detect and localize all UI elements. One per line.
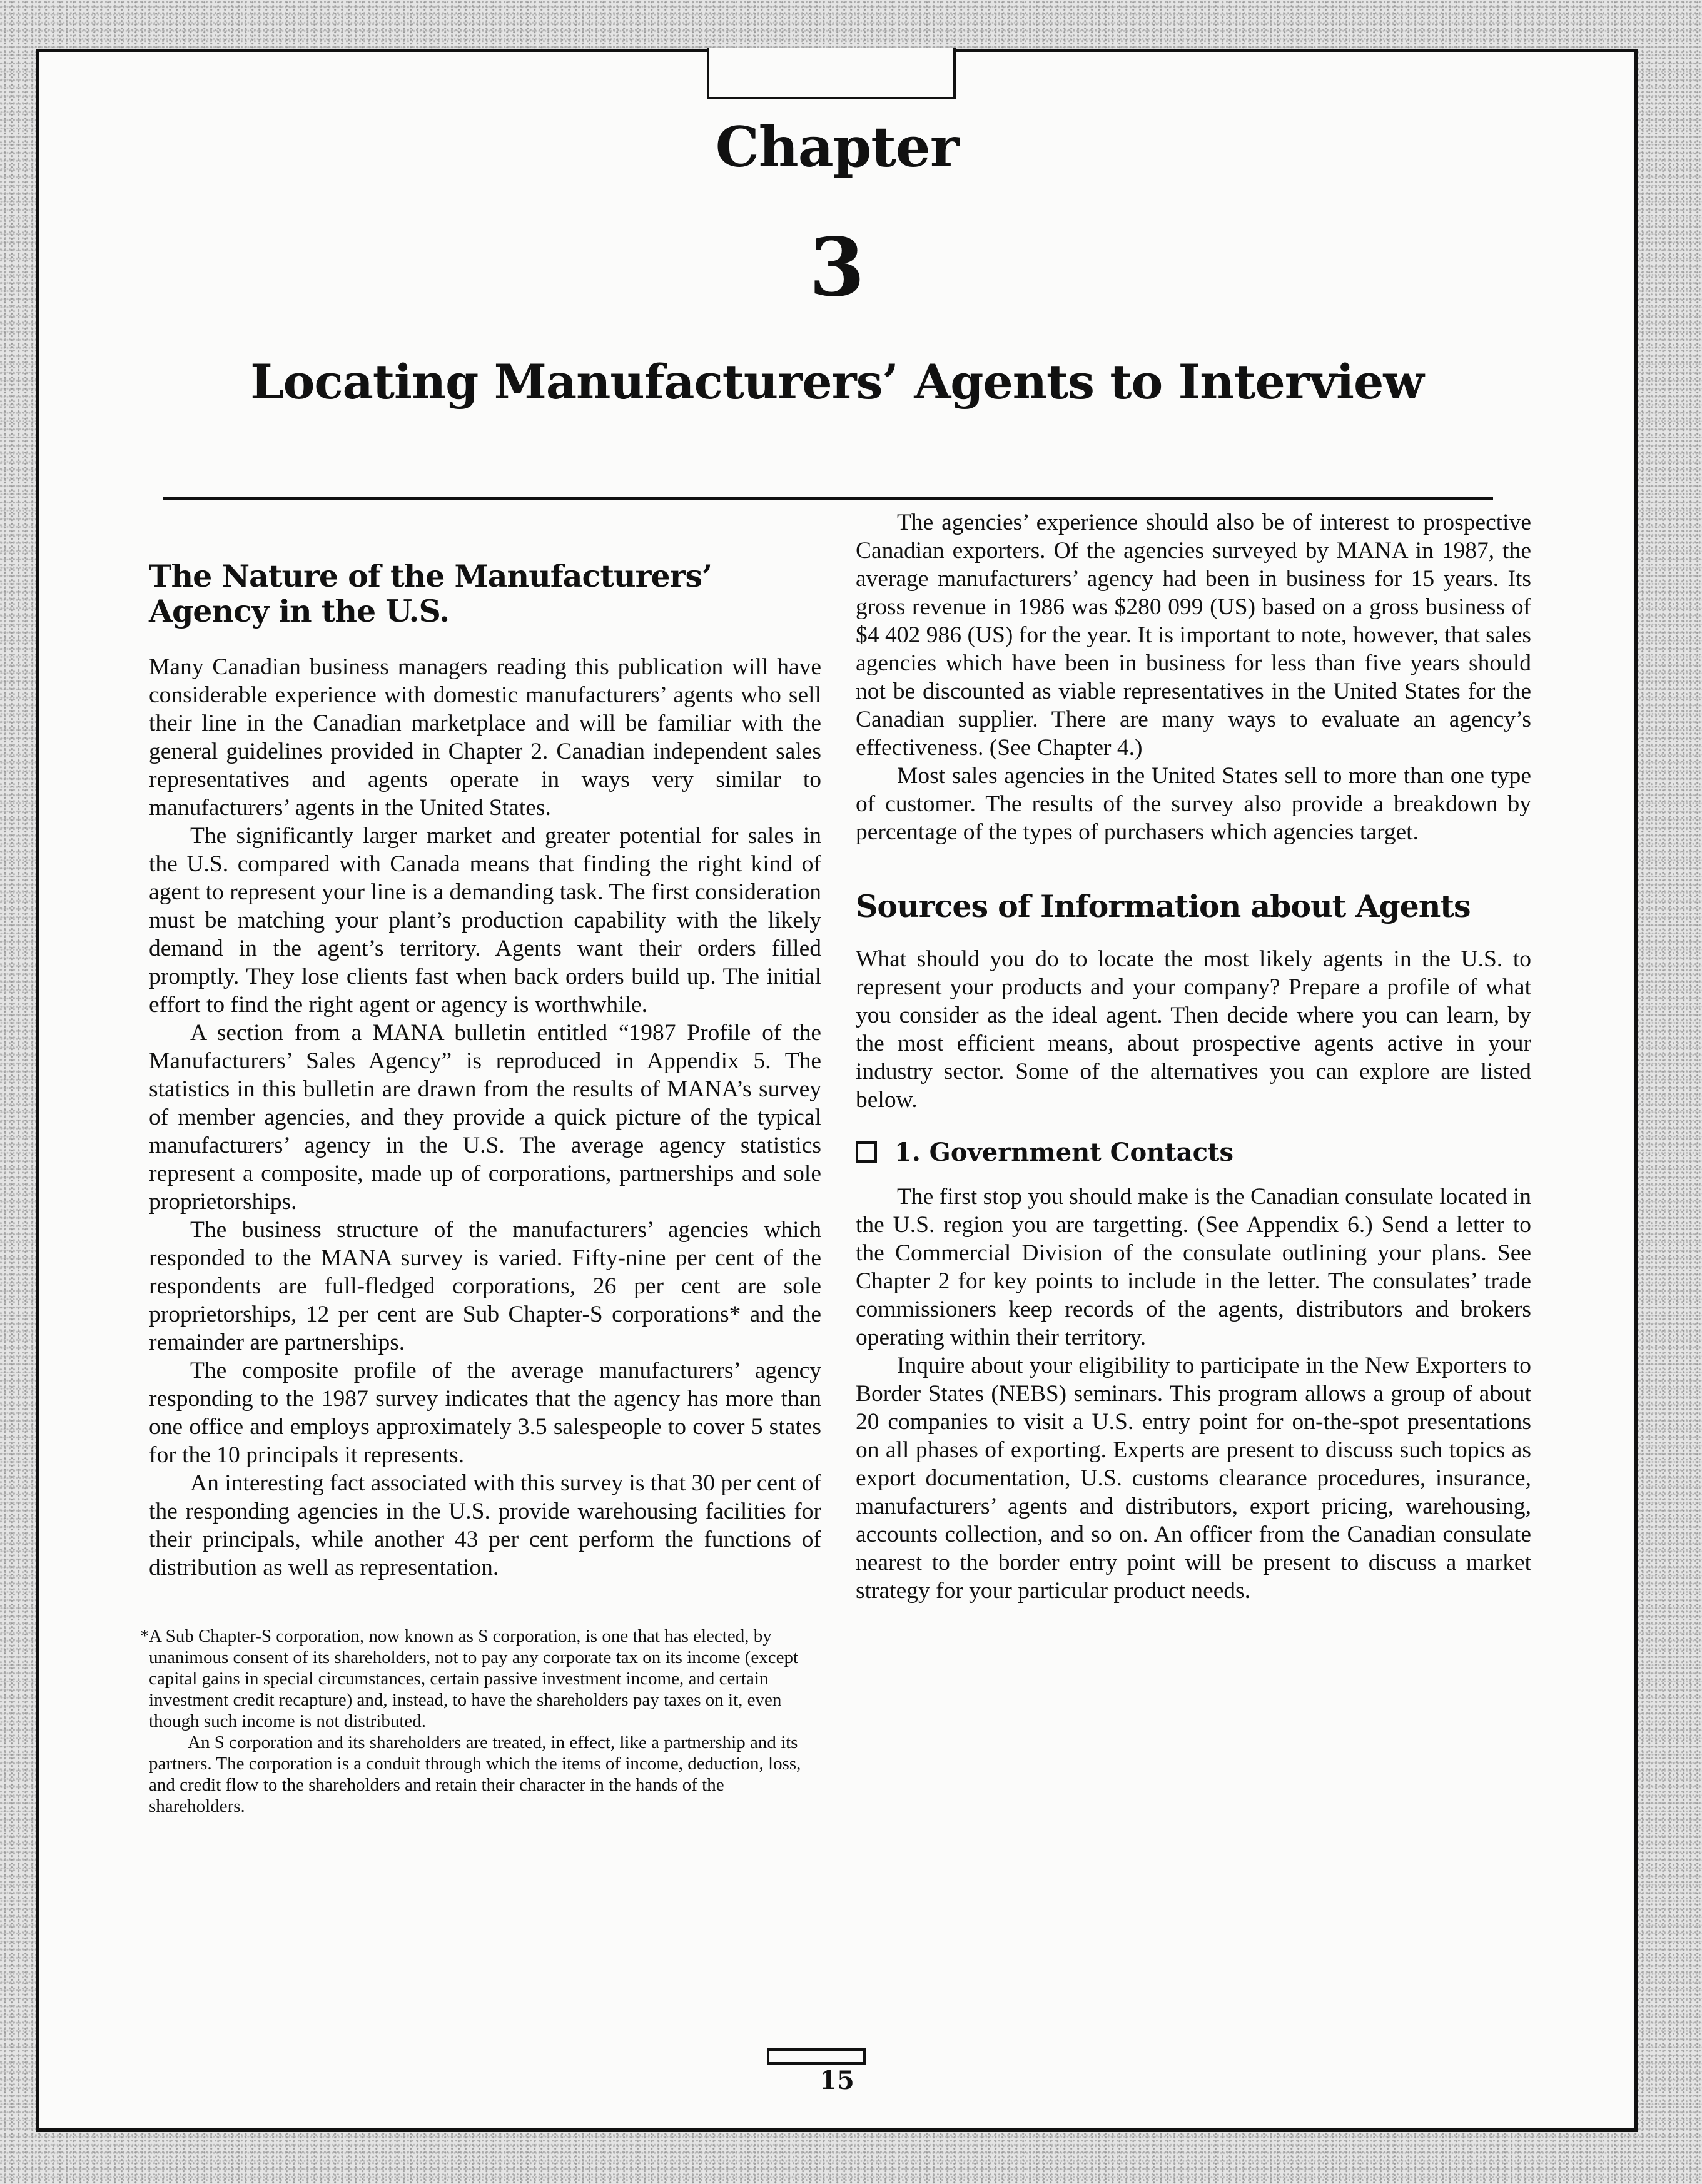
paragraph: The significantly larger market and greater potential for sales in the U.S. compared with Canada means that finding the right kind of agent to represent your line is a demanding task. The first consideration must be matching your plant’s production capability with the likely demand in the agent’s territory. Agents want their orders filled promptly. They lose clients fast when back orders build up. The initial effort to find the right agent or agency is worthwhile. [149,823,821,1018]
paragraph: The first stop you should make is the Canadian consulate located in the U.S. region you are targetting. (See Appendix 6.) Send a letter to the Commercial Division of the consulate outlining your plans. See Chapter 2 for key points to include in the letter. The consulates’ trade commissioners keep records of the agents, distributors and brokers operating within their territory. [856,1184,1531,1350]
paragraph: What should you do to locate the most likely agents in the U.S. to represent your products and your company? Prepare a profile of what you consider as the ideal agent. Then decide where you can learn, by the most efficient means, about prospective agents active in your industry sector. Some of the alternatives you can explore are listed below. [856,946,1531,1113]
chapter-label: Chapter [715,114,959,179]
checkbox-square-icon [856,1141,877,1163]
paragraph: Most sales agencies in the United States sell to more than one type of customer. The results of the survey also provide a breakdown by percentage of the types of purchasers which agencies target. [856,763,1531,845]
section-heading-sources: Sources of Information about Agents [856,888,1471,924]
page-number: 15 [819,2066,854,2095]
document-page [36,49,1638,2132]
bottom-tab-decoration [767,2048,866,2065]
subheading-government-contacts [856,1138,1531,1168]
paragraph: The agencies’ experience should also be of interest to prospective Canadian exporters. Of the agencies surveyed by MANA in 1987, the average manufacturers’ agency had been in business for 15 years. Its gross revenue in 1986 was $280 099 (US) based on a gross business of $4 402 986 (US) for the year. It is important to note, however, that sales agencies which have been in business for less than five years should not be discounted as viable representatives in the United States for the Canadian supplier. There are many ways to evaluate an agency’s effectiveness. (See Chapter 4.) [856,510,1531,761]
footnote-paragraph: *A Sub Chapter-S corporation, now known as S corporation, is one that has elected, by unanimous consent of its shareholders, not to pay any corporate tax on its income (except capital gains in special circumstances, certain passive investment income, and certain investment credit recapture) and, instead, to have the shareholders pay taxes on it, even though such income is not distributed. [140,1626,799,1731]
chapter-title: Locating Manufacturers’ Agents to Interview [250,354,1424,410]
left-column [140,508,821,1817]
paragraph: A section from a MANA bulletin entitled “1987 Profile of the Manufacturers’ Sales Agency” is reproduced in Appendix 5. The statistics in this bulletin are drawn from the results of MANA’s survey of member agencies, and they provide a quick picture of the typical manufacturers’ agency in the U.S. The average agency statistics represent a composite, made up of corporations, partnerships and sole proprietorships. [149,1020,821,1215]
chapter-number: 3 [809,221,865,315]
footnote [140,1625,821,1817]
footnote-paragraph: An S corporation and its shareholders are treated, in effect, like a partnership and its partners. The corporation is a conduit through which the items of income, deduction, loss, and credit flow to the shareholders and retain their character in the hands of the shareholders. [149,1732,801,1816]
footnote-text: A Sub Chapter-S corporation, now known as S corporation, is one that has elected, by unanimous consent of its shareholders, not to pay any corporate tax on its income (except capital gains in special circumstances, certain passive investment income, and certain investment credit recapture) and, instead, to have the shareholders pay taxes on it, even though such income is not distributed. [149,1626,799,1731]
paragraph: Many Canadian business managers reading this publication will have considerable experience with domestic manufacturers’ agents who sell their line in the Canadian marketplace and will be familiar with the general guidelines provided in Chapter 2. Canadian independent sales representatives and agents operate in ways very similar to manufacturers’ agents in the United States. [149,654,821,821]
top-tab-decoration [707,48,956,99]
paragraph: The business structure of the manufacturers’ agencies which responded to the MANA survey is varied. Fifty-nine per cent of the respondents are full-fledged corporations, 26 per cent are sole proprietorships, 12 per cent are Sub Chapter-S corporations* and the remainder are partnerships. [149,1217,821,1355]
section-heading-nature: The Nature of the Manufacturers’ Agency in the U.S. [149,558,712,629]
title-rule [163,497,1493,500]
paragraph: Inquire about your eligibility to participate in the New Exporters to Border States (NEBS) seminars. This program allows a group of about 20 companies to visit a U.S. entry point for on-the-spot presentations on all phases of exporting. Experts are present to discuss such topics as export documentation, U.S. customs clearance procedures, insurance, manufacturers’ agents and distributors, export pricing, warehousing, accounts collection, and so on. An officer from the Canadian consulate nearest to the border entry point will be present to discuss a market strategy for your particular product needs. [856,1353,1531,1604]
paragraph: The composite profile of the average manufacturers’ agency responding to the 1987 survey indicates that the agency has more than one office and employs approximately 3.5 salespeople to cover 5 states for the 10 principals it represents. [149,1358,821,1468]
right-column [856,508,1531,1605]
paragraph: An interesting fact associated with this survey is that 30 per cent of the responding agencies in the U.S. provide warehousing facilities for their principals, while another 43 per cent perform the functions of distribution as well as representation. [149,1470,821,1580]
subheading-label: 1. Government Contacts [894,1138,1233,1167]
